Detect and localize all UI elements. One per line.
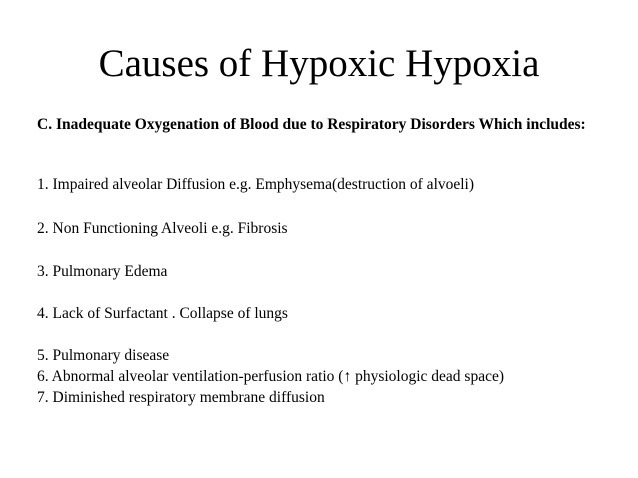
list-item: 1. Impaired alveolar Diffusion e.g. Emphysema(destruction of alvoeli) (37, 176, 475, 193)
list-item: 4. Lack of Surfactant . Collapse of lungs (37, 305, 288, 322)
slide-title: Causes of Hypoxic Hypoxia (98, 42, 540, 85)
list-item: 3. Pulmonary Edema (37, 263, 168, 280)
list-item: 2. Non Functioning Alveoli e.g. Fibrosis (37, 220, 288, 237)
section-heading: C. Inadequate Oxygenation of Blood due to Respiratory Disorders Which includes: (37, 116, 586, 133)
list-item: 6. Abnormal alveolar ventilation-perfusion ratio (↑ physiologic dead space) (37, 368, 505, 385)
list-item: 5. Pulmonary disease (37, 347, 170, 364)
list-item: 7. Diminished respiratory membrane diffusion (37, 389, 325, 406)
